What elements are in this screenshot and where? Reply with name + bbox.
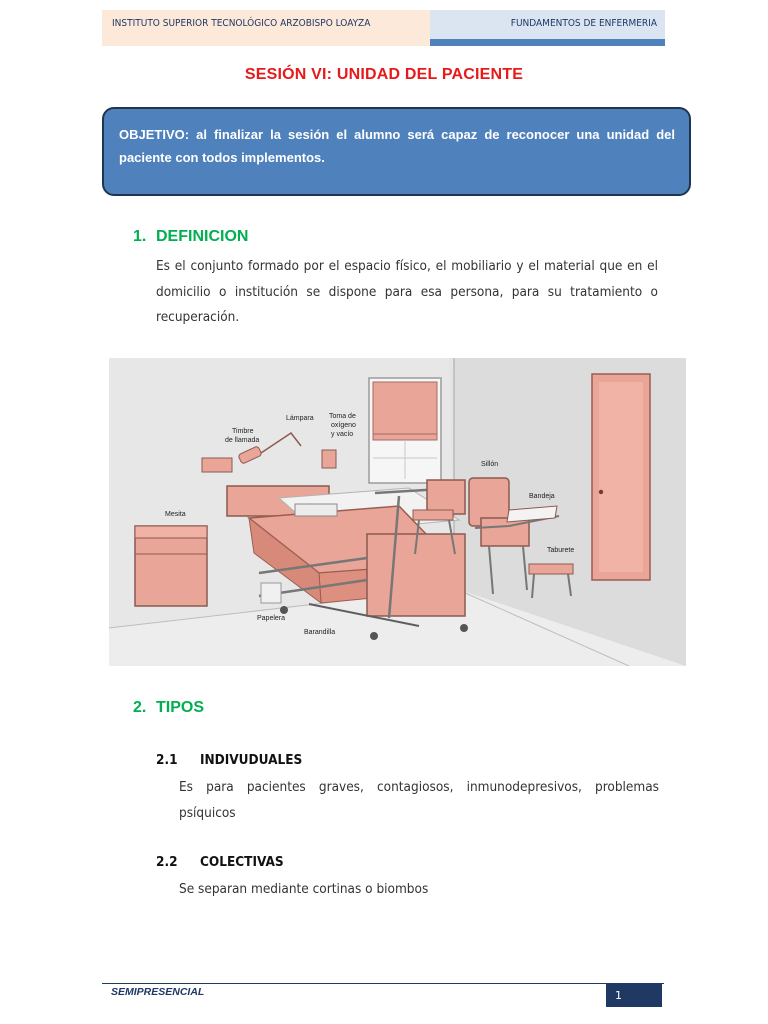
subsection-colectivas-heading: [156, 854, 284, 870]
label-papelera: Papelera: [257, 615, 286, 622]
page-number: 1: [606, 984, 662, 1007]
subsection-title: INDIVUDUALES: [200, 752, 303, 768]
subsection-individuales-heading: [156, 752, 302, 768]
definicion-text: Es el conjunto formado por el espacio físico, el mobiliario y el material que en el domicilio o institución se dispone para esa persona, para su tratamiento o recuperación.: [156, 258, 658, 325]
label-mesita: Mesita: [165, 511, 186, 518]
label-barandilla: Barandilla: [304, 629, 336, 636]
label-timbre-1: Timbre: [232, 428, 254, 435]
label-taburete: Taburete: [547, 547, 575, 554]
colectivas-text: Se separan mediante cortinas o biombos: [179, 881, 429, 897]
page-title: SESIÓN VI: UNIDAD DEL PACIENTE: [244, 66, 524, 83]
label-toma-2: oxígeno: [331, 422, 356, 429]
header-course: FUNDAMENTOS DE ENFERMERIA: [430, 10, 665, 46]
label-toma-1: Toma de: [329, 413, 356, 420]
objective-box: OBJETIVO: al finalizar la sesión el alumno será capaz de reconocer una unidad del paciente con todos implementos.: [102, 107, 691, 196]
label-timbre-2: de llamada: [225, 437, 260, 444]
section-tipos-heading: [133, 699, 204, 717]
subsection-number: 2.1: [156, 752, 178, 768]
section-title: DEFINICION: [156, 228, 249, 245]
footer-divider: [102, 983, 664, 984]
label-lampara: Lámpara: [286, 415, 314, 422]
individuales-text: Es para pacientes graves, contagiosos, inmunodepresivos, problemas psíquicos: [179, 779, 659, 821]
section-number: 2.: [133, 699, 147, 716]
hospital-room-illustration: [109, 358, 686, 666]
label-bandeja: Bandeja: [529, 493, 555, 500]
footer-label: SEMIPRESENCIAL: [111, 986, 205, 998]
header-institute: INSTITUTO SUPERIOR TECNOLÓGICO ARZOBISPO LOAYZA: [102, 10, 430, 46]
header-accent-bar: [430, 39, 665, 46]
label-toma-3: y vacío: [331, 431, 354, 438]
subsection-title: COLECTIVAS: [200, 854, 284, 870]
section-definicion-heading: [133, 228, 248, 246]
label-sillon: Sillón: [481, 461, 499, 468]
section-number: 1.: [133, 228, 147, 245]
subsection-number: 2.2: [156, 854, 178, 870]
section-title: TIPOS: [156, 699, 205, 716]
